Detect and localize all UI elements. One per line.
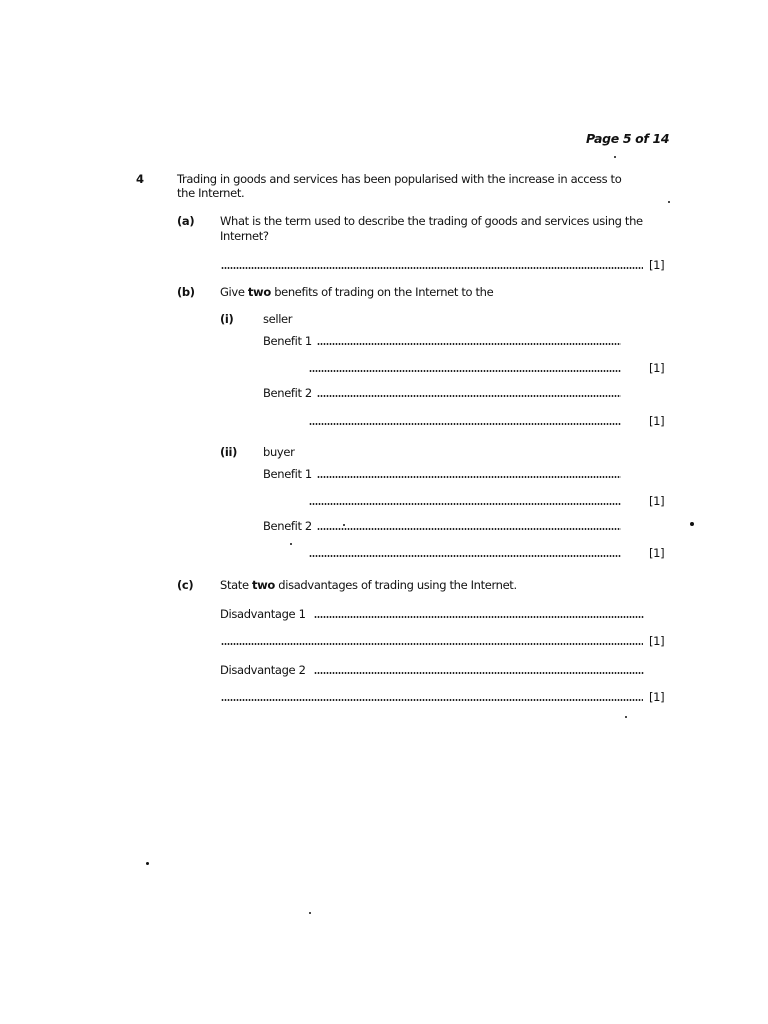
- disadvantage1-line1[interactable]: [314, 616, 644, 618]
- buyer-benefit2-label: Benefit 2: [263, 519, 312, 533]
- question-stem-line2: the Internet.: [177, 186, 245, 200]
- disadvantage2-mark: [1]: [649, 690, 665, 704]
- buyer-benefit1-mark: [1]: [649, 494, 665, 508]
- scan-speck: [625, 716, 627, 718]
- scan-speck: [290, 543, 292, 545]
- seller-benefit2-label: Benefit 2: [263, 386, 312, 400]
- mark-a: [1]: [649, 258, 665, 272]
- seller-benefit1-mark: [1]: [649, 361, 665, 375]
- part-c-label: (c): [177, 578, 194, 592]
- answer-line-a[interactable]: [221, 267, 643, 269]
- part-b-label: (b): [177, 285, 195, 299]
- seller-benefit2-mark: [1]: [649, 414, 665, 428]
- part-a-text-line1: What is the term used to describe the trading of goods and services using the: [220, 214, 643, 228]
- seller-benefit1-line2[interactable]: [309, 370, 621, 372]
- seller-benefit1-line1[interactable]: [317, 343, 621, 345]
- buyer-benefit2-line1[interactable]: [317, 528, 621, 530]
- part-b-text: Give two benefits of trading on the Internet to the: [220, 285, 494, 299]
- sub-ii-label: (ii): [220, 445, 237, 459]
- scan-speck: [343, 524, 345, 526]
- scan-speck: [668, 201, 670, 203]
- sub-ii-title: buyer: [263, 445, 295, 459]
- buyer-benefit2-mark: [1]: [649, 546, 665, 560]
- disadvantage2-label: Disadvantage 2: [220, 663, 306, 677]
- disadvantage2-line2[interactable]: [221, 699, 643, 701]
- buyer-benefit1-line1[interactable]: [317, 476, 621, 478]
- seller-benefit2-line2[interactable]: [309, 423, 621, 425]
- scan-speck: [690, 522, 694, 526]
- buyer-benefit2-line2[interactable]: [309, 555, 621, 557]
- buyer-benefit1-label: Benefit 1: [263, 467, 312, 481]
- seller-benefit1-label: Benefit 1: [263, 334, 312, 348]
- disadvantage2-line1[interactable]: [314, 672, 644, 674]
- part-a-text-line2: Internet?: [220, 229, 269, 243]
- seller-benefit2-line1[interactable]: [317, 395, 621, 397]
- question-number: 4: [136, 172, 144, 186]
- disadvantage1-line2[interactable]: [221, 643, 643, 645]
- question-stem-line1: Trading in goods and services has been popularised with the increase in access to: [177, 172, 622, 186]
- scan-speck: [146, 862, 149, 865]
- page-number: Page 5 of 14: [586, 131, 670, 146]
- sub-i-title: seller: [263, 312, 293, 326]
- sub-i-label: (i): [220, 312, 234, 326]
- part-a-label: (a): [177, 214, 195, 228]
- disadvantage1-mark: [1]: [649, 634, 665, 648]
- disadvantage1-label: Disadvantage 1: [220, 607, 306, 621]
- buyer-benefit1-line2[interactable]: [309, 503, 621, 505]
- scan-speck: [309, 912, 311, 914]
- scan-speck: [614, 156, 616, 158]
- part-c-text: State two disadvantages of trading using the Internet.: [220, 578, 517, 592]
